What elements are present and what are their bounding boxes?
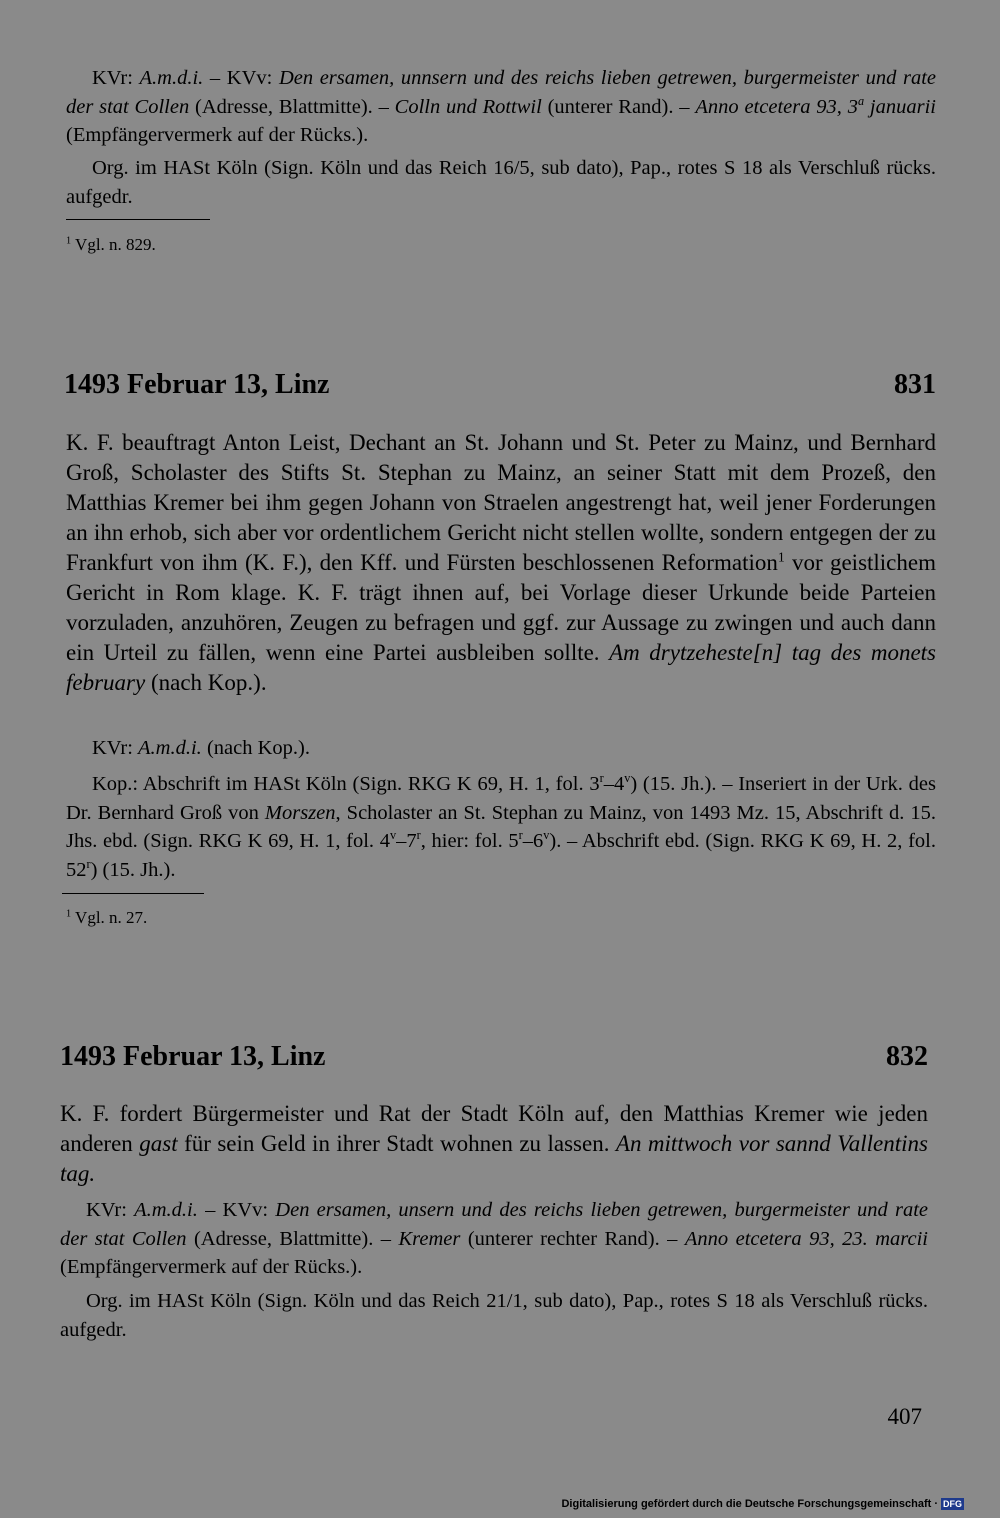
text-run: KVr: bbox=[92, 737, 139, 759]
italic-run: An mittwoch vor sannd Vallentins tag. bbox=[60, 1131, 928, 1186]
text-run: (Adresse, Blattmitte). – bbox=[186, 1227, 399, 1250]
text-run: – KVv: bbox=[203, 67, 279, 89]
text-run: (nach Kop.). bbox=[201, 737, 310, 759]
entry-date: 1493 Februar 13, Linz bbox=[60, 1041, 326, 1072]
entry-number: 831 bbox=[894, 369, 936, 400]
entry-832-org: Org. im HASt Köln (Sign. Köln und das Reich 21/1, sub dato), Pap., rotes S 18 als Verschluß rücks. aufgedr. bbox=[60, 1290, 928, 1341]
dfg-logo: DFG bbox=[943, 1499, 962, 1509]
entry-831-kop bbox=[66, 770, 936, 884]
text-run: Kop.: Abschrift im HASt Köln (Sign. RKG K 69, H. 1, fol. 3 bbox=[92, 773, 600, 795]
superscript-run: a bbox=[857, 93, 865, 108]
footnote-mark: 1 bbox=[66, 908, 72, 920]
superscript-run: v bbox=[543, 828, 550, 843]
italic-run: januarii bbox=[864, 95, 936, 118]
text-run: , Scholaster an St. Stephan zu Mainz, von 1493 Mz. 15, Abschrift d. 15. Jhs. ebd. (Sign. RKG K 69, H. 1, fol. 4 bbox=[66, 801, 936, 852]
footnote-rule-831 bbox=[62, 893, 204, 894]
text-run: (Empfängervermerk auf der Rücks.). bbox=[60, 1256, 363, 1278]
text-run: (unterer Rand). – bbox=[541, 95, 696, 118]
entry-831-footnote bbox=[66, 907, 936, 929]
text-run: KVr: bbox=[92, 67, 140, 89]
text-run: (Empfängervermerk auf der Rücks.). bbox=[66, 124, 369, 146]
text-run: K. F. beauftragt Anton Leist, Dechant an St. Johann und St. Peter zu Mainz, und Bernhard Groß, Scholaster des Stifts St. Stephan zu Mainz, an seiner Statt mit dem Prozeß, den Matthias Kremer bei ihm gegen Johann von Straelen angestrengt hat, weil jener Forderungen an ihn erhob, sich aber vor ordentlichem Gericht nicht stellen wollte, sondern entgegen der zu Frankfurt von ihm (K. F.), den Kff. und Fürsten beschlossenen Reformation bbox=[66, 430, 936, 575]
italic-run: A.m.d.i. bbox=[139, 67, 204, 89]
italic-run: Kremer bbox=[398, 1227, 461, 1250]
text-run: ) (15. Jh.). bbox=[90, 858, 176, 881]
text-run: –7 bbox=[396, 830, 417, 852]
italic-run: Anno etcetera 93, 3 bbox=[695, 95, 858, 118]
italic-run: Morszen bbox=[264, 801, 336, 824]
top-kvr-paragraph bbox=[66, 64, 936, 150]
italic-run: Am drytzeheste[n] tag des monets february bbox=[66, 640, 936, 695]
italic-run: A.m.d.i. bbox=[138, 737, 202, 759]
entry-831-kvr bbox=[66, 734, 936, 763]
page-number: 407 bbox=[887, 1404, 922, 1429]
entry-date: 1493 Februar 13, Linz bbox=[64, 369, 330, 400]
text-run: ). – Abschrift ebd. (Sign. RKG K 69, H. 2, fol. 52 bbox=[66, 830, 936, 881]
text-run: , hier: fol. 5 bbox=[420, 830, 519, 852]
top-org-paragraph: Org. im HASt Köln (Sign. Köln und das Reich 16/5, sub dato), Pap., rotes S 18 als Verschluß rücks. aufgedr. bbox=[66, 157, 936, 208]
footnote-text: Vgl. n. 829. bbox=[75, 235, 156, 254]
text-run: (nach Kop.). bbox=[145, 670, 267, 695]
italic-run: Colln und Rottwil bbox=[394, 95, 542, 118]
italic-run: Den ersamen, unnsern und des reichs lieben getrewen, burgermeister und rate der stat Collen bbox=[66, 67, 936, 118]
entry-831-summary bbox=[66, 428, 936, 698]
entry-number: 832 bbox=[886, 1041, 928, 1072]
footnote-rule-top bbox=[66, 219, 210, 220]
text-run: –6 bbox=[522, 830, 544, 852]
superscript-run: v bbox=[389, 828, 397, 843]
top-footnote bbox=[66, 234, 936, 256]
text-run: ) (15. Jh.). – Inseriert in der Urk. des Dr. Bernhard Groß von bbox=[66, 773, 936, 824]
footnote-mark: 1 bbox=[66, 235, 72, 247]
text-run: – KVv: bbox=[197, 1199, 276, 1221]
text-run: (unterer rechter Rand). – bbox=[460, 1227, 685, 1250]
text-run: (Adresse, Blattmitte). – bbox=[189, 95, 395, 118]
italic-run: A.m.d.i. bbox=[134, 1199, 198, 1221]
superscript-run: r bbox=[518, 828, 523, 843]
digitization-credit bbox=[561, 1498, 964, 1510]
italic-run: gast bbox=[139, 1131, 178, 1156]
superscript-run: v bbox=[624, 771, 631, 786]
text-run: K. F. fordert Bürgermeister und Rat der Stadt Köln auf, den Matthias Kremer wie jeden anderen bbox=[60, 1101, 928, 1156]
credit-text: Digitalisierung gefördert durch die Deutsche Forschungsgemeinschaft · bbox=[561, 1498, 938, 1510]
footnote-text: Vgl. n. 27. bbox=[75, 908, 148, 927]
italic-run: Anno etcetera 93, 23. marcii bbox=[684, 1227, 928, 1250]
text-run: für sein Geld in ihrer Stadt wohnen zu lassen. bbox=[177, 1131, 616, 1156]
superscript-run: 1 bbox=[777, 549, 785, 565]
entry-832-kvr bbox=[60, 1196, 928, 1282]
text-run: –4 bbox=[603, 773, 625, 795]
superscript-run: r bbox=[416, 828, 421, 843]
text-run: vor geistlichem Gericht in Rom klage. K. F. trägt ihnen auf, bei Vorlage dieser Urkunde beide Parteien vorzuladen, anzuhören, Zeugen zu befragen und ggf. zur Aussage zu zwingen und auch dann ein Urteil zu fällen, wenn eine Partei ausbleiben sollte. bbox=[66, 550, 936, 665]
text-run: KVr: bbox=[86, 1199, 135, 1221]
italic-run: Den ersamen, unsern und des reichs lieben getrewen, burgermeister und rate der stat Collen bbox=[60, 1199, 929, 1250]
superscript-run: r bbox=[599, 771, 604, 786]
superscript-run: r bbox=[86, 856, 91, 871]
entry-832-summary bbox=[60, 1099, 928, 1189]
